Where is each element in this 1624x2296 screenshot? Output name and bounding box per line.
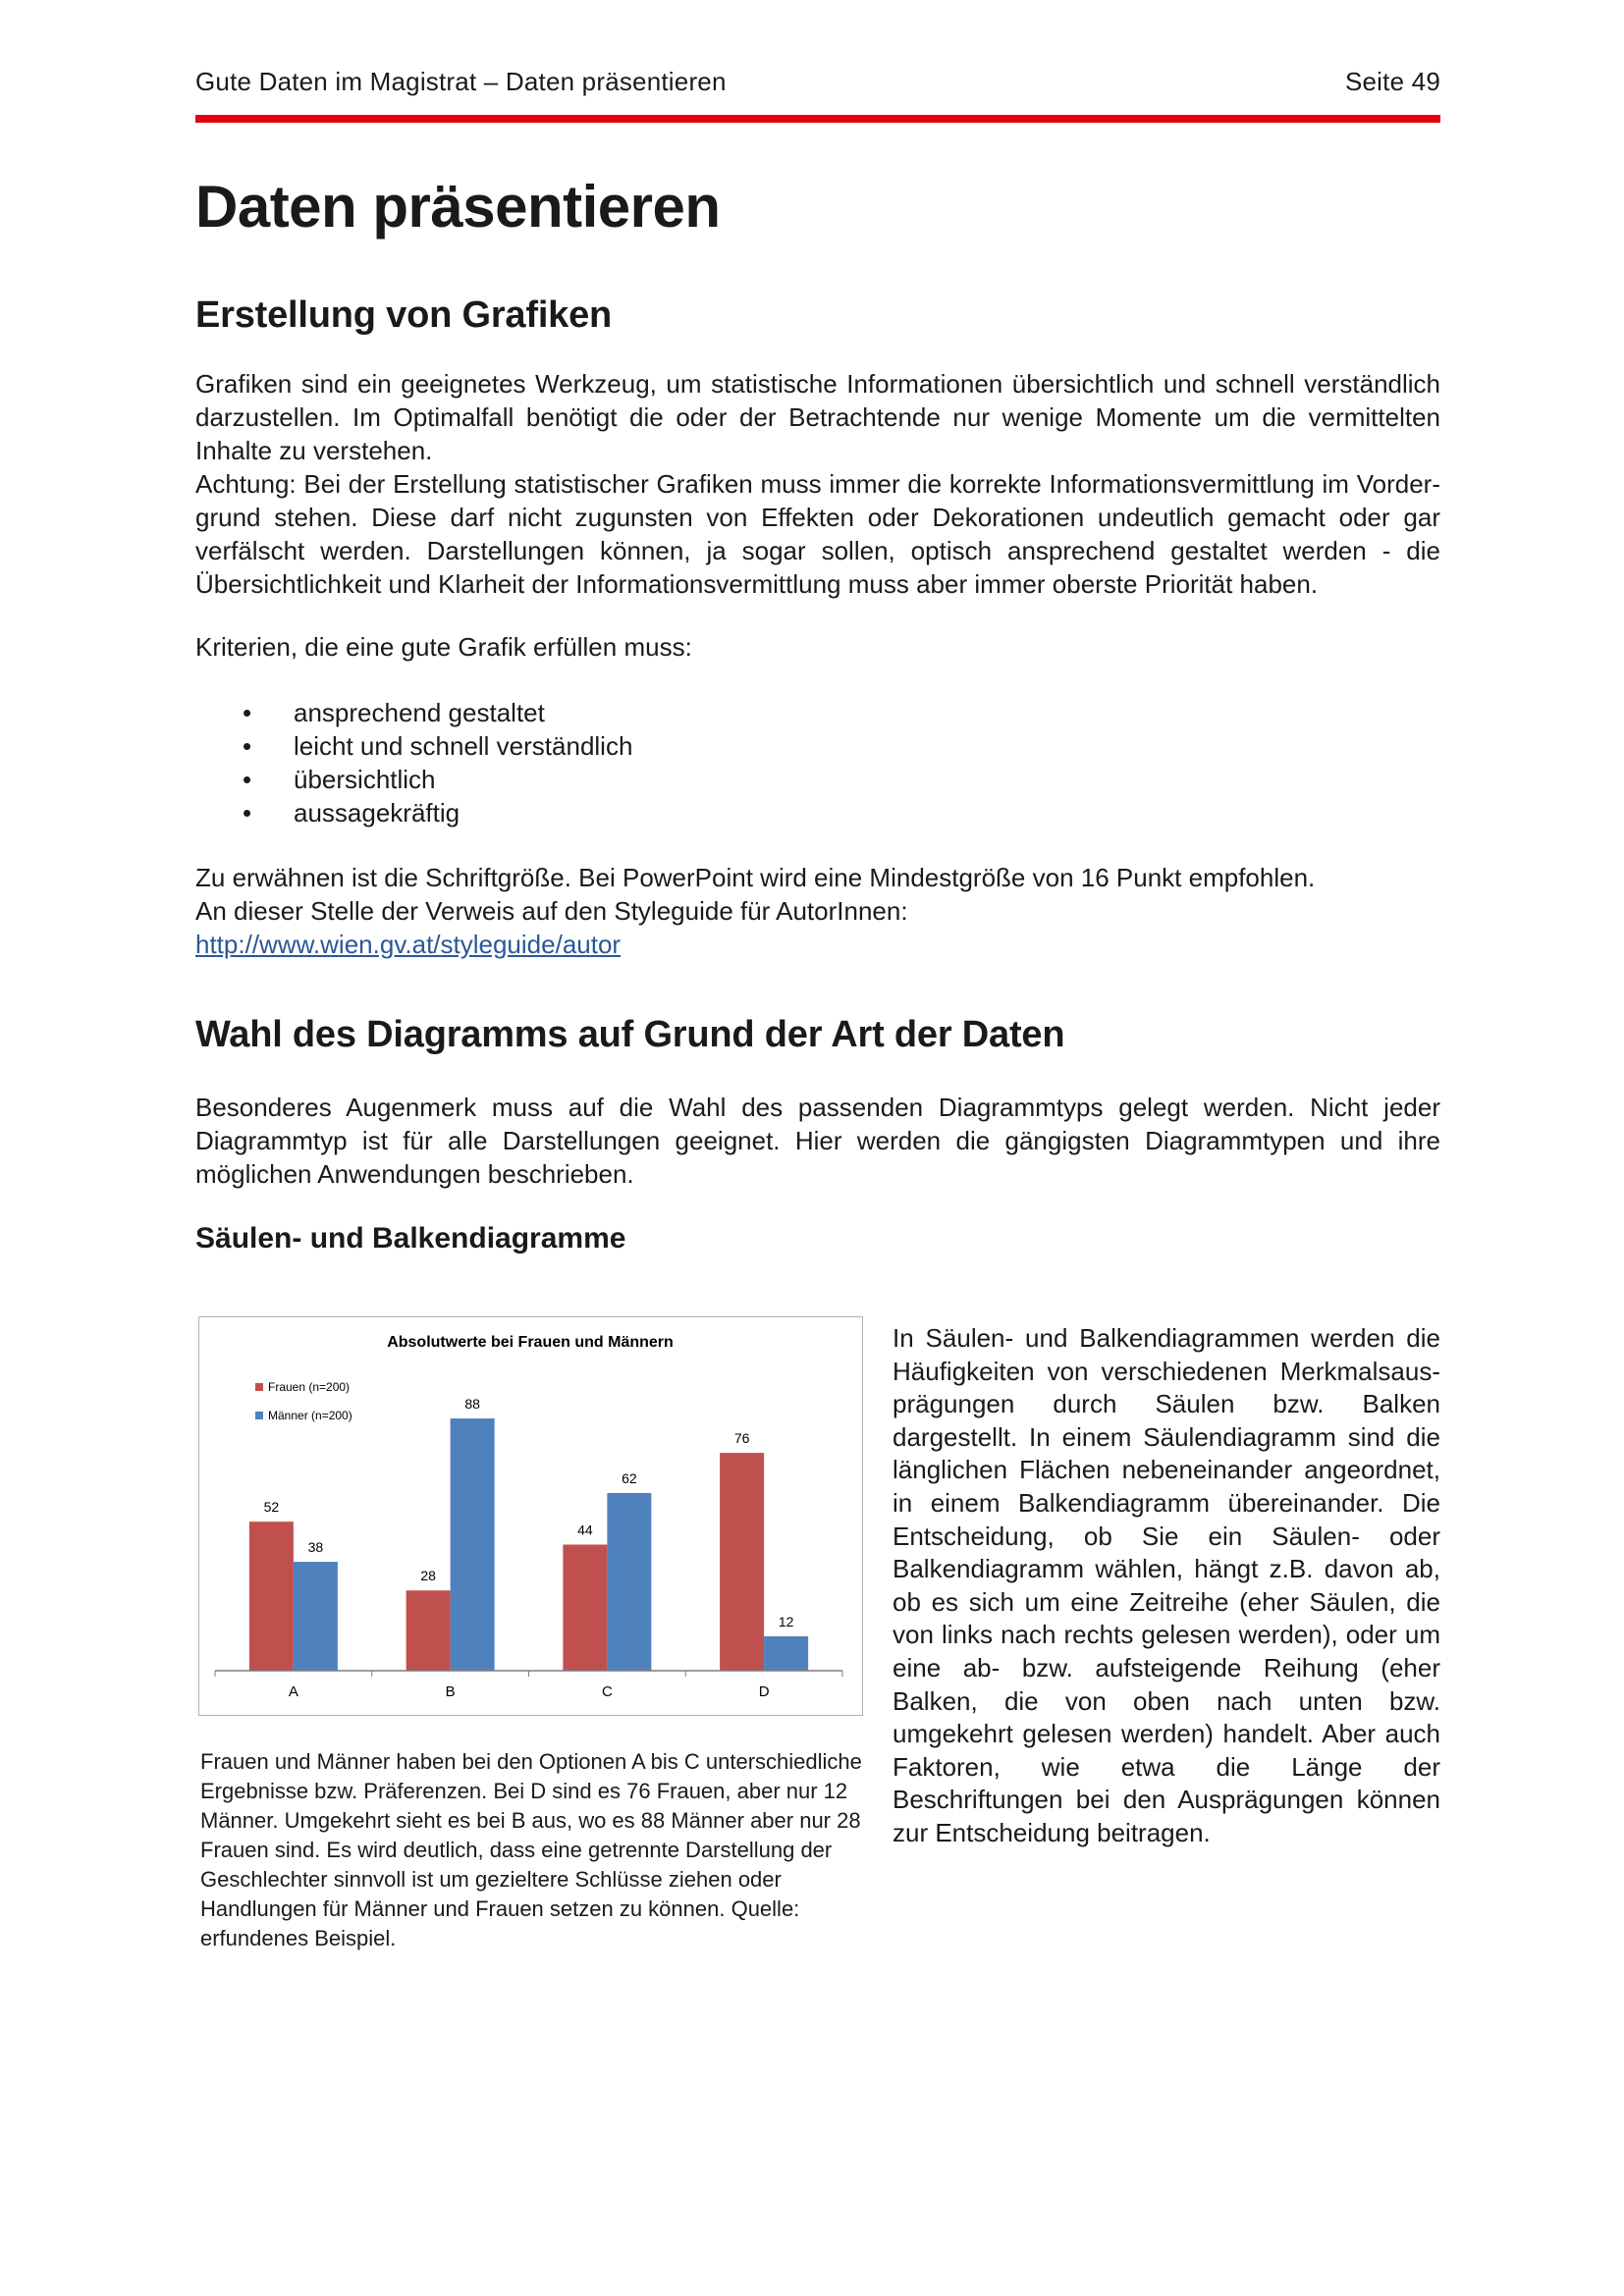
page-header	[195, 67, 1440, 97]
bar-frauen-A	[249, 1522, 294, 1671]
subheading-saeulen: Säulen- und Balkendiagramme	[195, 1222, 626, 1255]
page-number: Seite 49	[1344, 67, 1440, 96]
criteria-list	[243, 696, 632, 829]
bar-frauen-B	[406, 1590, 451, 1671]
x-tick-label: B	[445, 1683, 456, 1700]
criteria-intro: Kriterien, die eine gute Grafik erfüllen muss:	[195, 632, 692, 662]
x-tick-label: D	[758, 1683, 770, 1700]
header-title: Gute Daten im Magistrat – Daten präsentieren	[195, 67, 727, 96]
page-title: Daten präsentieren	[195, 174, 721, 240]
bullet-icon: •	[243, 765, 252, 794]
chart-bars	[249, 1396, 808, 1671]
legend-label: Frauen (n=200)	[268, 1380, 351, 1394]
chart-caption: Frauen und Männer haben bei den Optionen A bis C unterschiedliche Ergebnisse bzw. Präferenzen. Bei D sind es 76 Frauen, aber nur 12 Männer. Umgekehrt sieht es bei B aus, wo es 88 Männer aber nur 28 Frauen sind. Es wird deutlich, dass eine getrennte Darstellung der Geschlechter sinnvoll ist um gezieltere Schlüsse ziehen oder Handlungen für Männer und Frauen setzen zu können. Quelle: erfundenes Beispiel.	[200, 1749, 862, 1950]
data-label: 62	[622, 1469, 637, 1486]
styleguide-block	[195, 861, 1440, 961]
chart-title: Absolutwerte bei Frauen und Männern	[387, 1334, 674, 1351]
paragraph-grafiken: Grafiken sind ein geeignetes Werkzeug, um statistische Informationen übersichtlich und schnell verständlich darzustellen. Im Optimalfall benötigt die oder der Betrachtende nur wenige Momente um die vermittelten Inhalte zu verstehen.	[195, 369, 1440, 465]
bar-maenner-A	[294, 1562, 338, 1671]
styleguide-note: An dieser Stelle der Verweis auf den Styleguide für AutorInnen:	[195, 896, 908, 926]
data-label: 28	[420, 1568, 436, 1584]
styleguide-link[interactable]: http://www.wien.gv.at/styleguide/autor	[195, 930, 622, 959]
legend-swatch	[255, 1383, 263, 1391]
bar-maenner-C	[607, 1493, 651, 1671]
font-size-note: Zu erwähnen ist die Schriftgröße. Bei PowerPoint wird eine Mindestgröße von 16 Punkt empfohlen.	[195, 863, 1316, 892]
list-item: • ansprechend gestaltet	[243, 698, 545, 727]
header-rule	[195, 115, 1440, 123]
section-heading-diagramm: Wahl des Diagramms auf Grund der Art der Daten	[195, 1014, 1065, 1055]
intro-paragraphs	[195, 367, 1440, 601]
list-item: • aussagekräftig	[243, 798, 460, 828]
paragraph-achtung: Achtung: Bei der Erstellung statistischer Grafiken muss immer die korrekte Informationsvermittlung im Vordergrund stehen. Diese darf nicht zugunsten von Effekten oder Dekorationen undeutlich gemacht oder gar verfälscht werden. Darstellungen können, ja sogar sollen, optisch ansprechend gestaltet werden - die Übersichtlichkeit und Klarheit der Informationsvermittlung muss aber immer oberste Priorität haben.	[195, 469, 1440, 599]
data-label: 12	[778, 1613, 794, 1629]
bullet-icon: •	[243, 731, 252, 761]
bar-frauen-C	[563, 1545, 607, 1671]
bullet-icon: •	[243, 798, 252, 828]
bullet-icon: •	[243, 698, 252, 727]
data-label: 44	[577, 1522, 593, 1538]
bar-chart	[198, 1316, 863, 1716]
data-label: 88	[464, 1396, 480, 1413]
data-label: 52	[263, 1499, 280, 1516]
chart-axis	[215, 1671, 842, 1700]
paragraph-diagrammwahl: Besonderes Augenmerk muss auf die Wahl des passenden Diagrammtyps gelegt werden. Nicht jeder Diagrammtyp ist für alle Darstellungen geeignet. Hier werden die gängigsten Diagrammtypen und ihre möglichen Anwendungen beschrieben.	[195, 1093, 1440, 1189]
legend-label: Männer (n=200)	[268, 1409, 352, 1422]
x-tick-label: A	[288, 1683, 298, 1700]
list-item: • leicht und schnell verständlich	[243, 731, 633, 761]
bar-maenner-B	[451, 1418, 495, 1671]
list-item: • übersichtlich	[243, 765, 436, 794]
x-tick-label: C	[601, 1683, 613, 1700]
legend-swatch	[255, 1412, 263, 1419]
section-heading-grafiken: Erstellung von Grafiken	[195, 294, 613, 336]
data-label: 76	[733, 1430, 750, 1447]
chart-svg	[199, 1317, 862, 1715]
chart-legend	[255, 1380, 352, 1422]
paragraph-saeulen-erklaerung: In Säulen- und Balkendiagrammen werden die Häufigkeiten von verschiedenen Merkmalsausprägungen durch Säulen bzw. Balken dargestellt. In einem Säulendiagramm sind die länglichen Flächen nebeneinander angeordnet, in einem Balkendiagramm übereinander. Die Entscheidung, ob Sie ein Säulen- oder Balkendiagramm wählen, hängt z.B. davon ab, ob es sich um eine Zeitreihe (eher Säulen, die von links nach rechts gelesen werden), oder um eine ab- bzw. aufsteigende Reihung (eher Balken, die von oben nach unten bzw. umgekehrt gelesen werden) handelt. Aber auch Faktoren, wie etwa die Länge der Beschriftungen bei den Ausprägungen können zur Entscheidung beitragen.	[893, 1323, 1440, 1847]
bar-maenner-D	[764, 1636, 808, 1671]
data-label: 38	[307, 1539, 324, 1556]
bar-frauen-D	[720, 1453, 764, 1671]
